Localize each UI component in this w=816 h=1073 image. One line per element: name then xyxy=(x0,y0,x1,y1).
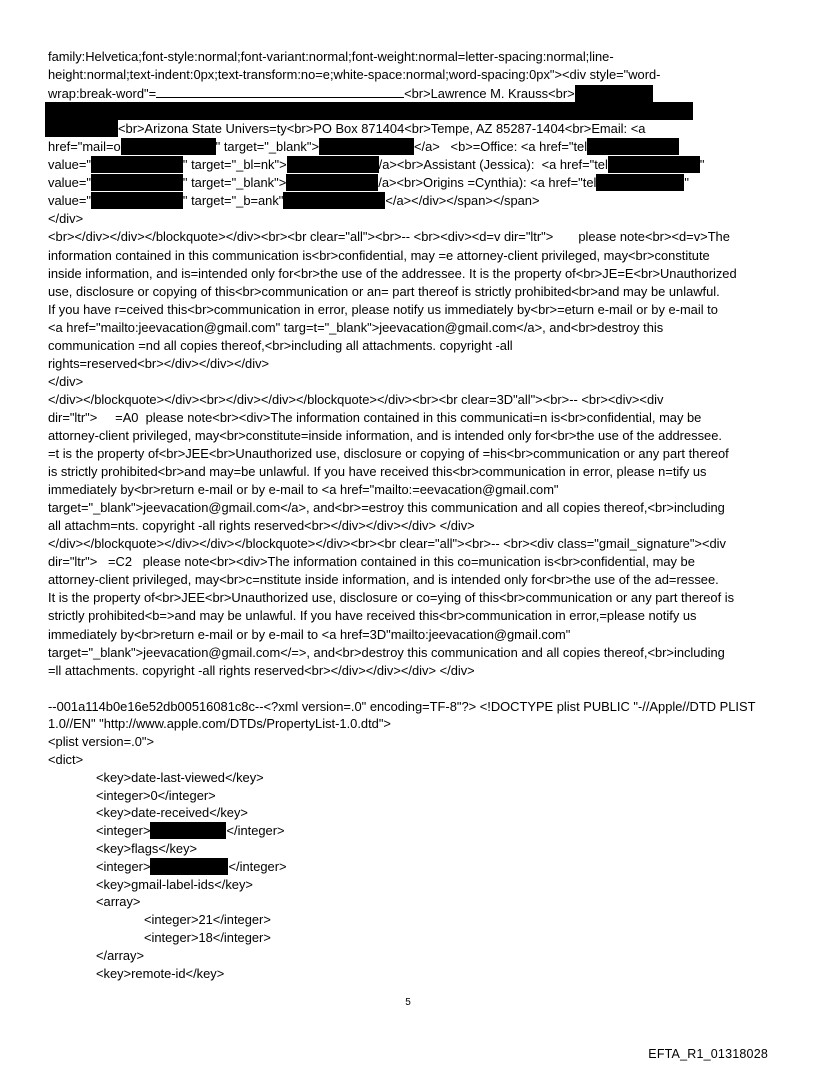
text-line: </div></blockquote></div><br></div></div></blockquote></div><br><br clear=3D"all"><br>-- <br><div><div xyxy=(48,391,664,407)
redaction-box xyxy=(150,858,228,875)
plist-value: <integer> </integer> xyxy=(96,823,285,839)
plist-value: <integer> </integer> xyxy=(96,858,287,874)
redaction-box xyxy=(91,192,183,209)
text-line: It is the property of<br>JEE<br>Unauthorized use, disclosure or co=ying of this<br>communication or any part thereof is xyxy=(48,590,735,606)
document-body xyxy=(48,48,778,982)
plist-key: <key>gmail-label-ids</key> xyxy=(96,876,253,892)
text-line: <br></div></div></blockquote></div><br><br clear="all"><br>-- <br><div><d=v dir="ltr"> please note<br><d=v>The xyxy=(48,229,730,245)
page-number: 5 xyxy=(405,997,411,1008)
blank-line xyxy=(48,680,778,698)
redaction-box xyxy=(150,822,226,839)
text-line: --001a114b0e16e52db00516081c8c--<?xml version=.0" encoding=TF-8"?> <!DOCTYPE plist PUBLIC "-//Apple//DTD PLIST xyxy=(48,698,756,714)
text-line: <dict> xyxy=(48,752,84,768)
text-line: immediately by<br>return e-mail or by e-mail to <a href=3D"mailto:jeevacation@gmail.com" xyxy=(48,626,571,642)
redaction-box xyxy=(45,120,118,137)
text-line: family:Helvetica;font-style:normal;font-variant:normal;font-weight:normal=letter-spacing:normal;line- xyxy=(48,49,614,64)
text-line: If you have r=ceived this<br>communication in error, please notify us immediately by<br>=eturn e-mail or by e-mail to xyxy=(48,301,718,317)
text-line: information contained in this communication is<br>confidential, may =e attorney-client privileged, may<br>constitute xyxy=(48,247,710,263)
text-line: is strictly prohibited<br>and may=be unlawful. If you have received this<br>communication in error, please n=tify us xyxy=(48,464,707,480)
plist-value: <integer>0</integer> xyxy=(96,787,216,803)
bates-number: EFTA_R1_01318028 xyxy=(648,1047,768,1061)
redaction-box xyxy=(575,85,653,102)
text-line: 1.0//EN" "http://www.apple.com/DTDs/PropertyList-1.0.dtd"> xyxy=(48,716,391,732)
text-line: =ll attachments. copyright -all rights reserved<br></div></div></div> </div> xyxy=(48,662,475,678)
plist-key: <key>flags</key> xyxy=(96,841,198,857)
text-line: dir="ltr"> =A0 please note<br><div>The information contained in this communicati=n is<br>confidential, may be xyxy=(48,409,702,425)
redaction-box xyxy=(283,192,385,209)
text-line: href="mail=o " target="_blank"> </a> <b>=Office: <a href="tel xyxy=(48,138,778,156)
text-line: all attachm=nts. copyright -all rights reserved<br></div></div></div> </div> xyxy=(48,518,475,534)
plist-value: <integer>18</integer> xyxy=(144,930,271,946)
redaction-box xyxy=(91,174,183,191)
redaction-box xyxy=(45,102,693,120)
plist-key: <key>remote-id</key> xyxy=(96,965,225,981)
text-line: attorney-client privileged, may<br>c=nstitute inside information, and is intended only for<br>the use of the ad=ressee. xyxy=(48,572,719,588)
text-line: target="_blank">jeevacation@gmail.com</a>, and<br>=estroy this communication and all copies thereof,<br>including xyxy=(48,500,725,516)
plist-array-open: <array> xyxy=(96,894,141,910)
text-line: target="_blank">jeevacation@gmail.com</=>, and<br>destroy this communication and all copies thereof,<br>including xyxy=(48,644,725,660)
redaction-box xyxy=(587,138,679,155)
text-line: </div> xyxy=(48,211,84,227)
redaction-box xyxy=(596,174,684,191)
text-line: attorney-client privileged, may<br>constitute=inside information, and is intended only for<br>the use of the addressee. xyxy=(48,427,722,443)
text-line: communication =nd all copies thereof,<br>including all attachments. copyright -all xyxy=(48,337,513,353)
text-line: height:normal;text-indent:0px;text-transform:no=e;white-space:normal;word-spacing:0px"><div style="word- xyxy=(48,67,661,83)
text-line: <a href="mailto:jeevacation@gmail.com" targ=t="_blank">jeevacation@gmail.com</a>, and<br>destroy this xyxy=(48,319,664,335)
text-line xyxy=(48,102,778,120)
text-line: value=" " target="_blank"> /a><br>Origins =Cynthia): <a href="tel " xyxy=(48,175,689,191)
text-line: <plist version=.0"> xyxy=(48,734,154,750)
text-line: rights=reserved<br></div></div></div> xyxy=(48,355,270,371)
plist-value: <integer>21</integer> xyxy=(144,912,271,928)
text-line: use, disclosure or copying of this<br>communication or an= part thereof is strictly prohibited<br>and may be unlawful. xyxy=(48,283,720,299)
redaction-box xyxy=(319,138,414,155)
text-line: immediately by<br>return e-mail or by e-mail to <a href="mailto:=eevacation@gmail.com" xyxy=(48,482,559,498)
text-line: value=" " target="_b=ank" </a></div></span></span> xyxy=(48,193,540,209)
redaction-box xyxy=(287,156,379,173)
underline-rule xyxy=(156,84,404,98)
text-line: </div> xyxy=(48,373,84,389)
text-line: inside information, and is=intended only for<br>the use of the addressee. It is the property of<br>JE=E<br>Unauthorized xyxy=(48,265,737,281)
plist-key: <key>date-last-viewed</key> xyxy=(96,769,264,785)
text-line: dir="ltr"> =C2 please note<br><div>The information contained in this co=munication is<br>confidential, may be xyxy=(48,554,695,570)
text-line: =t is the property of<br>JEE<br>Unauthorized use, disclosure or copying of =his<br>communication or any part thereof xyxy=(48,446,729,462)
plist-key: <key>date-received</key> xyxy=(96,805,248,821)
redaction-box xyxy=(91,156,183,173)
text-line: value=" " target="_bl=nk"> /a><br>Assistant (Jessica): <a href="tel " xyxy=(48,157,705,173)
text-line: </div></blockquote></div></div></blockquote></div><br><br clear="all"><br>-- <br><div class="gmail_signature"><div xyxy=(48,536,726,552)
text-line: wrap:break-word"= <br>Lawrence M. Krauss<br> xyxy=(48,84,778,102)
redaction-box xyxy=(286,174,378,191)
text-line: <br>Arizona State Univers=ty<br>PO Box 871404<br>Tempe, AZ 85287-1404<br>Email: <a xyxy=(48,120,778,138)
text-line: strictly prohibited<b=>and may be unlawful. If you have received this<br>communication in error,=please notify us xyxy=(48,608,697,624)
redaction-box xyxy=(608,156,700,173)
redaction-box xyxy=(121,138,216,155)
plist-array-close: </array> xyxy=(96,947,145,963)
plist-section xyxy=(48,698,778,983)
